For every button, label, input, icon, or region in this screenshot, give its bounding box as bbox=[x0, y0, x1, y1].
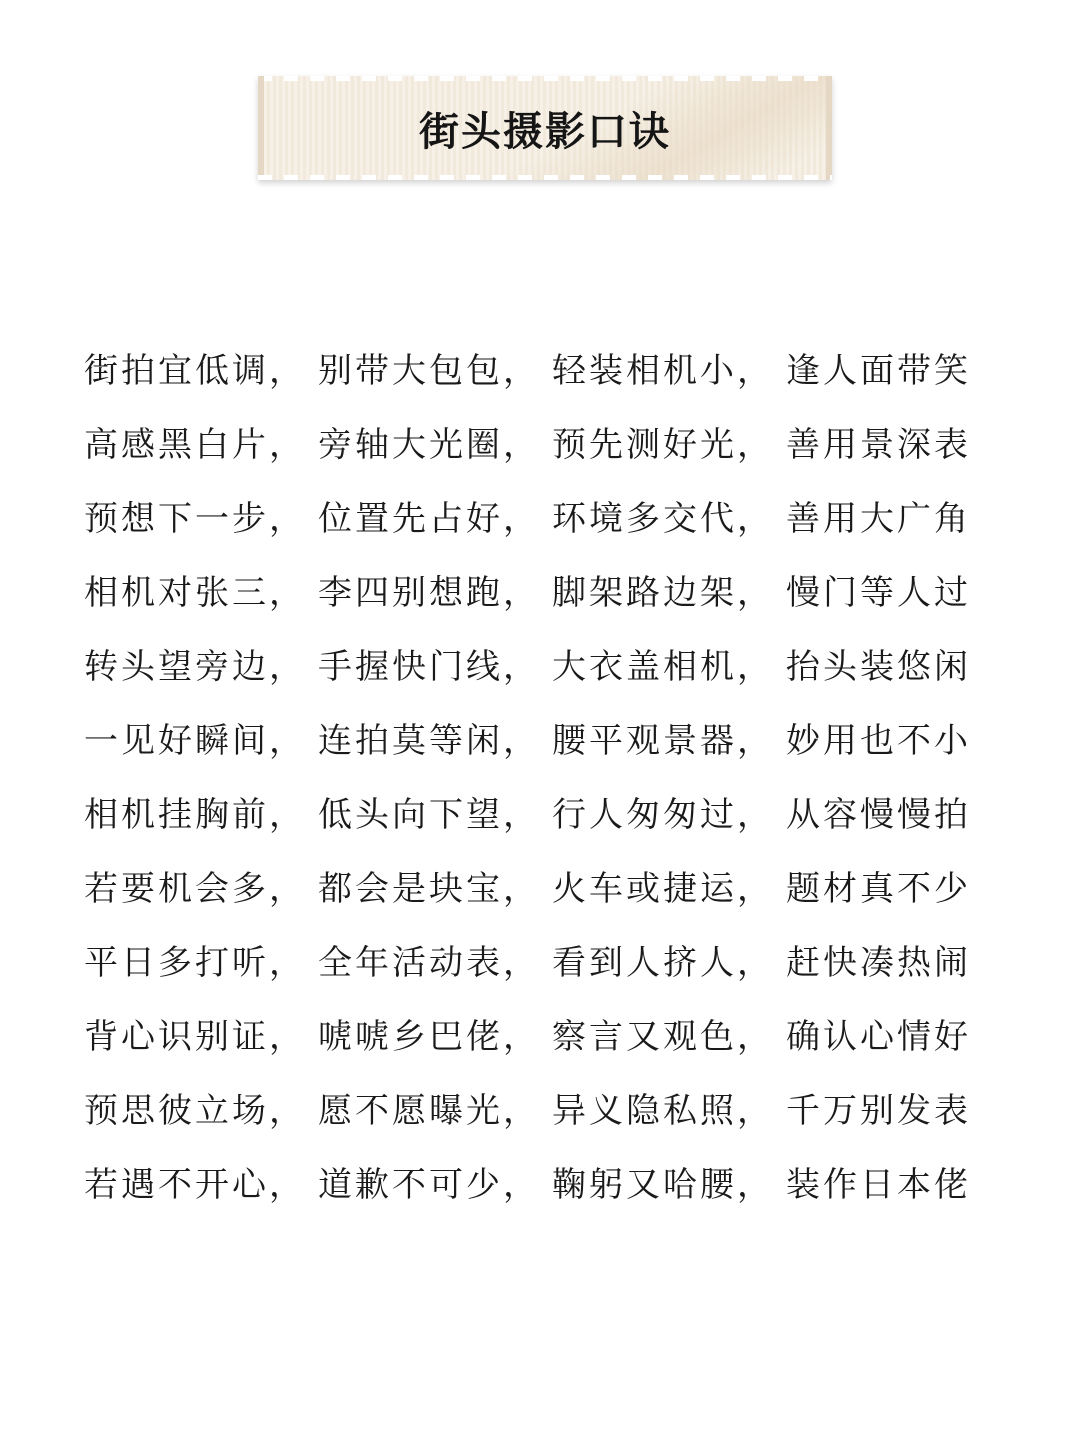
poem-phrase: 李四别想跑， bbox=[318, 572, 540, 613]
poem-phrase: 腰平观景器， bbox=[552, 720, 774, 761]
poem-phrase: 大衣盖相机， bbox=[552, 646, 774, 687]
poem-line bbox=[84, 774, 996, 848]
poem-phrase: 善用大广角 bbox=[786, 498, 971, 539]
poem-line bbox=[84, 404, 996, 478]
title-banner-edge-right bbox=[826, 76, 832, 180]
poem-phrase: 若遇不开心， bbox=[84, 1164, 306, 1205]
poem-phrase: 察言又观色， bbox=[552, 1016, 774, 1057]
poem-phrase: 从容慢慢拍 bbox=[786, 794, 971, 835]
poem-phrase: 背心识别证， bbox=[84, 1016, 306, 1057]
poem-line bbox=[84, 330, 996, 404]
poem-phrase: 妙用也不小 bbox=[786, 720, 971, 761]
poem-phrase: 道歉不可少， bbox=[318, 1164, 540, 1205]
poem-phrase: 街拍宜低调， bbox=[84, 350, 306, 391]
poem-phrase: 装作日本佬 bbox=[786, 1164, 971, 1205]
poem-phrase: 赶快凑热闹 bbox=[786, 942, 971, 983]
poem-phrase: 都会是块宝， bbox=[318, 868, 540, 909]
page-title: 街头摄影口诀 bbox=[419, 108, 671, 155]
poem-phrase: 旁轴大光圈， bbox=[318, 424, 540, 465]
title-banner bbox=[258, 76, 832, 180]
poem-phrase: 慢门等人过 bbox=[786, 572, 971, 613]
poem-phrase: 善用景深表 bbox=[786, 424, 971, 465]
poem-phrase: 鞠躬又哈腰， bbox=[552, 1164, 774, 1205]
poem-phrase: 若要机会多， bbox=[84, 868, 306, 909]
poem-phrase: 愿不愿曝光， bbox=[318, 1090, 540, 1131]
poem-phrase: 位置先占好， bbox=[318, 498, 540, 539]
poem-phrase: 逢人面带笑 bbox=[786, 350, 971, 391]
poem-line bbox=[84, 848, 996, 922]
poem-phrase: 确认心情好 bbox=[786, 1016, 971, 1057]
poem-line bbox=[84, 626, 996, 700]
poem-line bbox=[84, 922, 996, 996]
poem-phrase: 抬头装悠闲 bbox=[786, 646, 971, 687]
poem-line bbox=[84, 1070, 996, 1144]
poem-phrase: 千万别发表 bbox=[786, 1090, 971, 1131]
poem-line bbox=[84, 700, 996, 774]
poem-phrase: 脚架路边架， bbox=[552, 572, 774, 613]
poem-phrase: 相机挂胸前， bbox=[84, 794, 306, 835]
poem-phrase: 看到人挤人， bbox=[552, 942, 774, 983]
poem-phrase: 异义隐私照， bbox=[552, 1090, 774, 1131]
title-banner-edge-left bbox=[258, 76, 264, 180]
poem-line bbox=[84, 1144, 996, 1218]
poem-phrase: 环境多交代， bbox=[552, 498, 774, 539]
poem-phrase: 轻装相机小， bbox=[552, 350, 774, 391]
poem-phrase: 预想下一步， bbox=[84, 498, 306, 539]
poem-phrase: 低头向下望， bbox=[318, 794, 540, 835]
poem-phrase: 全年活动表， bbox=[318, 942, 540, 983]
poem-phrase: 题材真不少 bbox=[786, 868, 971, 909]
poem-phrase: 相机对张三， bbox=[84, 572, 306, 613]
poem-line bbox=[84, 996, 996, 1070]
poem-phrase: 行人匆匆过， bbox=[552, 794, 774, 835]
poem-phrase: 平日多打听， bbox=[84, 942, 306, 983]
poem-line bbox=[84, 552, 996, 626]
poem-phrase: 转头望旁边， bbox=[84, 646, 306, 687]
poem-phrase: 一见好瞬间， bbox=[84, 720, 306, 761]
poem-phrase: 预思彼立场， bbox=[84, 1090, 306, 1131]
poem-phrase: 连拍莫等闲， bbox=[318, 720, 540, 761]
poem-line bbox=[84, 478, 996, 552]
poem-phrase: 高感黑白片， bbox=[84, 424, 306, 465]
poem-phrase: 唬唬乡巴佬， bbox=[318, 1016, 540, 1057]
poem-body bbox=[84, 330, 996, 1218]
poem-phrase: 预先测好光， bbox=[552, 424, 774, 465]
poem-phrase: 别带大包包， bbox=[318, 350, 540, 391]
poem-phrase: 手握快门线， bbox=[318, 646, 540, 687]
poem-phrase: 火车或捷运， bbox=[552, 868, 774, 909]
